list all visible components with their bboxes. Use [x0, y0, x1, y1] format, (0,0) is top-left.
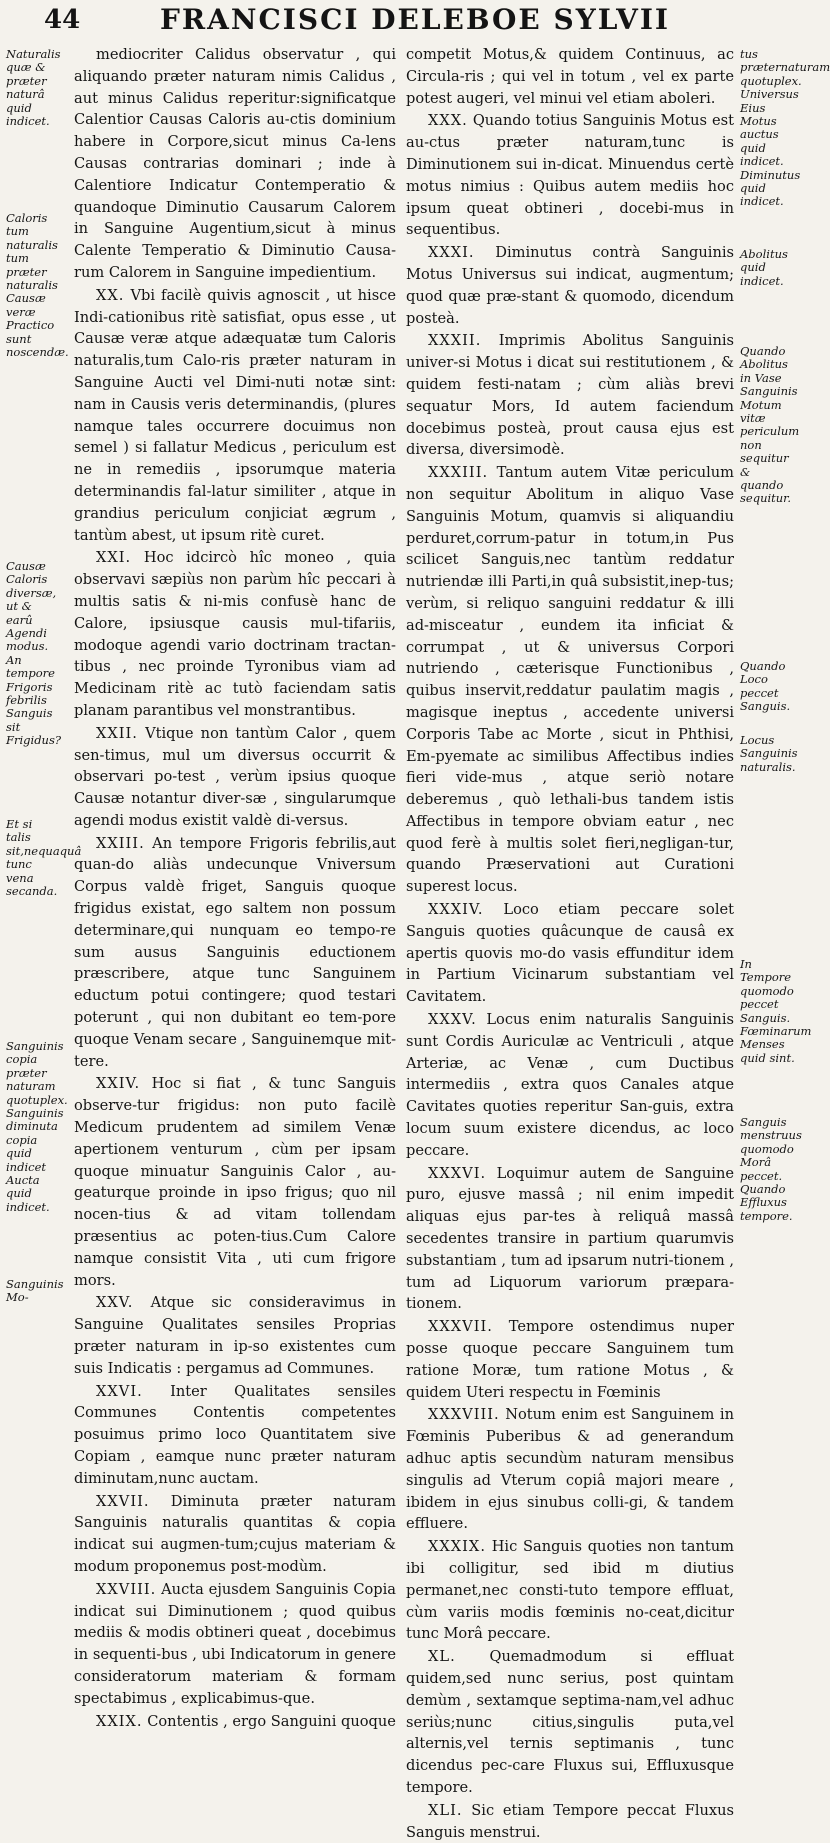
paragraph-number: XXVIII.	[96, 1580, 157, 1598]
margin-note: tus præternaturam quotuplex. Universus Eius Motus auctus quid indicet. Diminutus quid indicet.	[740, 47, 830, 209]
paragraph-number: XXXII.	[428, 332, 482, 350]
margin-note: Caloris tum naturalis tum præter naturalis Causæ veræ Practico sunt noscendæ.	[6, 211, 69, 360]
margin-note: Et si talis sit,nequaquâ tunc vena secanda.	[6, 817, 82, 899]
margin-note: Causæ Caloris diversæ, ut & earû Agendi modus. An tempore Frigoris febrilis Sanguis sit Frigidus?	[6, 559, 62, 748]
paragraph-number: XXV.	[96, 1294, 134, 1312]
paragraph-text: Quando totius Sanguinis Motus est au-ctus præter naturam,tunc is Diminutionem sui in-dicat. Minuendus certè motus nimius : Quibus autem mediis hoc ipsum queat obtineri , docebi-mus in sequentibus.	[406, 112, 734, 239]
paragraph-number: XXIV.	[96, 1075, 141, 1093]
running-head: FRANCISCI DELEBOE SYLVII	[160, 3, 671, 36]
margin-note: Sanguis menstruus quomodo Morâ peccet. Quando Effluxus tempore.	[740, 1115, 802, 1223]
paragraph-number: XXIII.	[96, 834, 145, 852]
paragraph-text: Quemadmodum si effluat quidem,sed nunc serius, post quintam demùm , sextamque septima-nam,vel adhuc seriùs;nunc citius,singulis puta,vel alternis,vel ternis septimanis , tunc dicendus pec-care Fluxus sui, Effluxusque tempore.	[406, 1648, 734, 1796]
paragraph-text: Locus enim naturalis Sanguinis sunt Cordis Auriculæ ac Ventriculi , atque Arteriæ, ac Venæ , cum Ductibus intermediis , extra quos Canales atque Cavitates quoties reperitur San-guis, extra locum suum existere dicendus, ac loco peccare.	[406, 1011, 734, 1159]
paragraph-text: competit Motus,& quidem Continuus, ac Circula-ris ; qui vel in totum , vel ex parte potest augeri, vel minui vel etiam aboleri.	[406, 46, 734, 107]
paragraph-text: Tantum autem Vitæ periculum non sequitur Abolitum in aliquo Vase Sanguinis Motum, quamvis si aliquandiu perduret,corrum-patur in totum,in Pus scilicet Sanguis,nec tantùm reddatur nutriendæ illi Parti,in quâ subsistit,inep-tus; verùm, si reliquo sanguini reddatur & illi ad-misceatur , eundem ita inficiat & corrumpat , ut & universus Corpori nutriendo , cæterisque Functionibus , quibus inservit,reddatur paulatim magis , magisque ineptus , accedente universi Corporis Tabe ac Morte , sicut in Phthisi, Em-pyemate ac similibus Affectibus indies fieri vide-mus , atque seriò notare deberemus , quò lethali-bus tandem istis Affectibus in tempore obviam eatur , nec quod ferè à multis solet fieri,negligan-tur, quando Præservationi aut Curationi superest locus.	[406, 464, 735, 896]
page-number: 44	[44, 5, 81, 35]
paragraph	[74, 285, 396, 547]
paragraph	[406, 1800, 734, 1843]
paragraph	[74, 1292, 396, 1379]
paragraph-text: Diminuta præter naturam Sanguinis naturalis quantitas & copia indicat sui augmen-tum;cujus materiam & modum proponemus post-modùm.	[74, 1492, 396, 1575]
paragraph-number: XXXI.	[428, 244, 475, 262]
paragraph-text: Hoc si fiat , & tunc Sanguis observe-tur frigidus: non puto facilè Medicum prudentem ad similem Venæ apertionem venturum , cùm per ipsam quoque minuatur Sanguinis Calor , au-geaturque proinde in ipso frigus; quo nil nocen-tius & ad vitam tollendam præsentius ac poten-tius.Cum Calore namque consistit Vita , uti cum frigore mors.	[74, 1075, 397, 1289]
margin-note: Sanguinis Mo-	[6, 1277, 64, 1305]
paragraph	[406, 1009, 734, 1162]
right-text-column	[406, 44, 735, 1841]
paragraph-text: Aucta ejusdem Sanguinis Copia indicat sui Diminutionem ; quod quibus mediis & modis obtineri queat , docebimus in sequenti-bus , ubi Indicatorum in genere consideratorum materiam & formam spectabimus , explicabimus-que.	[74, 1580, 397, 1707]
paragraph-number: XXX.	[428, 112, 468, 130]
paragraph	[406, 330, 734, 461]
paragraph	[74, 723, 396, 832]
paragraph-number: XXXVII.	[428, 1318, 493, 1336]
paragraph-text: Vbi facilè quivis agnoscit , ut hisce Indi-cationibus ritè satisfiat, opus esse , ut Causæ veræ atque adæquatæ tum Caloris naturalis,tum Calo-ris præter naturam in Sanguine Aucti vel Dimi-nuti notæ sint: nam in Causis veris determinandis, (plures namque tales occurrere docuimus non semel ) si fallatur Medicus , periculum est ne in remediis , ipsorumque materia determinandis fal-latur similiter , atque in grandius periculum conjiciat ægrum , tantùm abest, ut ipsum ritè curet.	[74, 286, 396, 544]
paragraph	[406, 242, 734, 329]
margin-note: Quando Abolitus in Vase Sanguinis Motum vitæ periculum non sequitur & quando sequitur.	[740, 344, 800, 506]
paragraph-number: XXXVIII.	[428, 1406, 500, 1424]
paragraph	[406, 44, 734, 109]
paragraph-text: mediocriter Calidus observatur , qui aliquando præter naturam nimis Calidus , aut minus Calidus reperitur:significatque Calentior Causas Caloris au-ctis dominium habere in Corpore,sicut minus Ca-lens Causas contrarias dominari ; inde à Calentiore Indicatur Contemperatio & quandoque Diminutio Causarum Calorem in Sanguine Augentium,sicut à minus Calente Temperatio & Diminutio Causa-rum Calorem in Sanguine impedientium.	[74, 46, 396, 281]
paragraph	[74, 1711, 396, 1733]
paragraph-text: An tempore Frigoris febrilis,aut quan-do aliàs undecunque Vniversum Corpus valdè friget, Sanguis quoque frigidus existat, ego saltem non possum determinare,qui nunquam eo tempo-re sum ausus Sanguinis eductionem præscribere, atque tunc Sanguinem eductum potui contingere; quod testari poterunt , qui non dubitant eo tem-pore quoque Venam secare , Sanguinemque mit-tere.	[74, 834, 397, 1070]
paragraph	[406, 462, 734, 898]
paragraph	[74, 44, 396, 284]
paragraph-number: XXIX.	[96, 1712, 143, 1730]
paragraph-text: Imprimis Abolitus Sanguinis univer-si Motus i dicat sui restitutionem , & quidem festi-natam ; cùm aliàs brevi sequatur Mors, Id autem faciendum docebimus posteà, prout causa ejus est diversa, diversimodè.	[406, 332, 734, 459]
paragraph-number: XXII.	[96, 724, 138, 742]
paragraph-number: XXXV.	[428, 1011, 477, 1029]
paragraph	[406, 899, 734, 1008]
paragraph-text: Contentis , ergo Sanguini quoque	[147, 1712, 396, 1730]
paragraph-number: XX.	[96, 286, 125, 304]
margin-note: Sanguinis copia præter naturam quotuplex. Sanguinis diminuta copia quid indicet Aucta quid indicet.	[6, 1039, 68, 1214]
paragraph-number: XXXIX.	[428, 1538, 486, 1556]
paragraph	[74, 1381, 396, 1490]
paragraph-number: XLI.	[428, 1801, 463, 1819]
paragraph-text: Loquimur autem de Sanguine puro, ejusve massâ ; nil enim impedit aliquas ejus par-tes à reliquâ massâ secedentes transire in partium quarumvis substantiam , tum ad ipsarum nutri-tionem , tum ad Liquorum variorum præpara-tionem.	[406, 1164, 734, 1313]
paragraph-number: XXXIII.	[428, 464, 489, 482]
paragraph-number: XXXVI.	[428, 1164, 487, 1182]
paragraph-text: Inter Qualitates sensiles Communes Contentis competentes posuimus primo loco Quantitatem sive Copiam , eamque nunc præter naturam diminutam,nunc auctam.	[74, 1382, 396, 1487]
paragraph	[74, 833, 396, 1073]
paragraph-text: Sic etiam Tempore peccat Fluxus Sanguis menstrui.	[406, 1801, 735, 1841]
paragraph	[406, 1646, 734, 1799]
margin-note: Naturalis quæ & præter naturâ quid indicet.	[6, 47, 61, 129]
paragraph-number: XXI.	[96, 549, 132, 567]
paragraph-text: Vtique non tantùm Calor , quem sen-timus, mul um diversus occurrit & observari po-test , verùm ipsius quoque Causæ notantur diver-sæ , singularumque agendi modus existit valdè di-versus.	[74, 724, 397, 829]
paragraph-number: XXVII.	[96, 1492, 150, 1510]
paragraph-number: XL.	[428, 1648, 456, 1666]
paragraph-text: Tempore ostendimus nuper posse quoque peccare Sanguinem tum ratione Moræ, tum ratione Motus , & quidem Uteri respectu in Fœminis	[406, 1318, 734, 1401]
paragraph	[406, 1404, 734, 1535]
paragraph-number: XXXIV.	[428, 901, 484, 919]
margin-note: Abolitus quid indicet.	[740, 247, 788, 288]
left-text-column	[74, 44, 397, 1730]
paragraph	[74, 1073, 396, 1291]
paragraph-text: Atque sic consideravimus in Sanguine Qualitates sensiles Proprias præter naturam in ip-so existentes cum suis Indicatis : pergamus ad Communes.	[74, 1294, 396, 1377]
paragraph	[74, 1491, 396, 1578]
paragraph	[406, 1316, 734, 1403]
margin-note: In Tempore quomodo peccet Sanguis. Fœminarum Menses quid sint.	[740, 957, 812, 1065]
paragraph	[406, 110, 734, 241]
page-header	[0, 0, 800, 44]
paragraph-text: Loco etiam peccare solet Sanguis quoties quâcunque de causâ ex apertis quovis mo-do vasis effunditur idem in Partium Vicinarum substantiam vel Cavitatem.	[406, 901, 734, 1006]
margin-note: Locus Sanguinis naturalis.	[740, 733, 798, 774]
paragraph-text: Hic Sanguis quoties non tantum ibi colligitur, sed ibid m diutius permanet,nec consti-tuto tempore effluat, cùm variis modis fœminis no-ceat,dicitur tunc Morâ peccare.	[406, 1538, 734, 1643]
paragraph-text: Diminutus contrà Sanguinis Motus Universus sui indicat, augmentum; quod quæ præ-stant & quomodo, dicendum posteà.	[406, 244, 735, 327]
paragraph-number: XXVI.	[96, 1382, 143, 1400]
paragraph	[406, 1163, 734, 1316]
paragraph	[74, 1579, 396, 1710]
paragraph-text: Notum enim est Sanguinem in Fœminis Puberibus & ad generandum adhuc aptis secundùm naturam mensibus singulis ad Vterum copiâ majori meare , ibidem in ejus sinubus colli-gi, & tandem effluere.	[406, 1406, 734, 1533]
margin-note: Quando Loco peccet Sanguis.	[740, 659, 791, 714]
paragraph	[406, 1536, 734, 1645]
paragraph	[74, 547, 396, 721]
paragraph-text: Hoc idcircò hîc moneo , quia observavi sæpiùs non parùm hîc peccari à multis satis & ni-mis confusè hanc de Calore, ipsiusque causis mul-tifariis, modoque agendi vario doctrinam tractan-tibus , nec proinde Tyronibus viam ad Medicinam ritè ac tutò faciendam satis planam parantibus vel monstrantibus.	[74, 549, 396, 719]
